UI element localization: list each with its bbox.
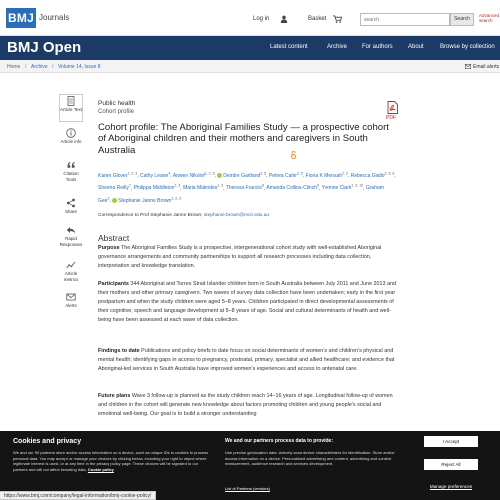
author-affiliation-sup: 2, 5	[260, 171, 267, 175]
breadcrumb-separator: /	[25, 63, 27, 70]
top-utility-bar	[0, 0, 500, 36]
abstract-purpose	[98, 244, 402, 271]
author-name-link[interactable]: Rebecca Giallo	[350, 172, 385, 179]
author-affiliation-sup: 2, 5, 6	[384, 171, 395, 175]
author	[226, 185, 264, 191]
document-icon	[66, 96, 76, 106]
abstract-findings	[98, 347, 402, 374]
author-name-link[interactable]: Sheena Reilly	[98, 185, 129, 192]
author	[266, 185, 319, 191]
nav-for-authors[interactable]: For authors	[362, 44, 393, 50]
metrics-icon	[66, 260, 76, 270]
rail-label: Citation Tools	[63, 171, 79, 182]
author-name-link[interactable]: Maria Makrides	[183, 185, 218, 192]
reply-icon	[66, 225, 76, 235]
quote-icon	[66, 160, 76, 170]
orcid-icon[interactable]	[112, 198, 117, 203]
abstract-label: Purpose	[98, 245, 120, 251]
manage-preferences-link[interactable]: Manage preferences	[429, 484, 473, 489]
open-access-icon	[291, 151, 296, 159]
author-name-link[interactable]: Karen Glover	[98, 172, 128, 179]
author-affiliation-sup: 9	[316, 183, 319, 188]
abstract-label: Future plans	[98, 393, 131, 399]
abstract-label: Findings to date	[98, 348, 140, 354]
author	[98, 173, 137, 179]
mail-icon[interactable]	[465, 64, 471, 69]
bmj-logo[interactable]: BMJ	[6, 8, 36, 28]
breadcrumb-separator: /	[52, 63, 54, 70]
author-name-link[interactable]: Cathy Leane	[139, 172, 169, 179]
author-name-link[interactable]: Yvonne Clark	[321, 185, 352, 192]
rail-share[interactable]	[60, 198, 82, 215]
author	[173, 173, 215, 179]
search-input[interactable]	[360, 13, 450, 26]
abstract-future-plans	[98, 392, 402, 419]
rail-article-text[interactable]	[60, 96, 82, 113]
pdf-icon[interactable]	[387, 101, 398, 114]
cookie-partners-link[interactable]: List of Partners (vendors)	[225, 486, 270, 491]
correspondence-email-link[interactable]: stephanie.brown@mcri.edu.au	[203, 213, 270, 218]
author-affiliation-sup: 1, 3, 10	[351, 183, 364, 188]
rail-alerts[interactable]	[60, 292, 82, 309]
author-name-link[interactable]: Deirdre Gartland	[223, 172, 261, 179]
login-link[interactable]: Log in	[253, 16, 270, 22]
author	[269, 173, 303, 179]
author-name-link[interactable]: Fiona K Mensah	[305, 172, 343, 179]
author	[112, 198, 181, 204]
author	[140, 173, 170, 179]
author-name-link[interactable]: Amanda Collins-Clinch	[266, 185, 317, 192]
author-affiliation-sup: 2	[107, 196, 110, 201]
article-section: Public health	[98, 100, 136, 107]
rail-rapid-responses[interactable]	[60, 225, 82, 247]
search-button[interactable]: Search	[450, 13, 474, 26]
author	[306, 173, 348, 179]
basket-link[interactable]: Basket	[308, 16, 327, 22]
author	[134, 185, 181, 191]
author-affiliation-sup: 2, 5	[296, 171, 303, 175]
nav-latest-content[interactable]: Latest content	[270, 44, 308, 50]
article-title: Cohort profile: The Aboriginal Families Study — a prospective cohort of Aboriginal children and their mothers and caregivers in South Australia	[98, 122, 389, 156]
author-name-link[interactable]: Petrea Cahir	[268, 172, 297, 179]
orcid-icon[interactable]	[217, 173, 222, 178]
journal-title[interactable]: BMJ Open	[7, 39, 82, 56]
journal-header	[0, 36, 500, 60]
author-affiliation-sup: 8	[261, 183, 264, 188]
nav-about[interactable]: About	[408, 44, 424, 50]
author-affiliation-sup: 1, 2, 3	[171, 196, 182, 201]
person-icon[interactable]	[280, 15, 288, 23]
abstract-text: The Aboriginal Families Study is a prospective, intergenerational cohort study with well-established Aboriginal governance arrangements and community partnerships to support all research processes including data collection, interpretation and knowledge translation.	[98, 245, 382, 269]
rail-article-info[interactable]	[60, 128, 82, 145]
abstract-participants	[98, 280, 402, 325]
email-alerts-link[interactable]: Email alerts	[473, 63, 500, 70]
breadcrumb-archive[interactable]: Archive	[31, 63, 48, 70]
correspondence	[98, 213, 269, 218]
rail-label: Share	[64, 209, 77, 214]
author	[322, 185, 363, 191]
rail-label: Alerts	[65, 303, 77, 308]
cookie-purpose-title: We and our partners process data to provide:	[225, 438, 333, 444]
breadcrumb	[0, 60, 500, 73]
author-name-link[interactable]: Philippa Middleton	[133, 185, 175, 192]
author	[98, 185, 131, 191]
rail-label: Article info	[60, 139, 82, 144]
rail-citation-tools[interactable]	[60, 160, 82, 182]
reject-cookies-button[interactable]: Reject All	[424, 459, 478, 470]
author-affiliation-sup: 1, 2, 5	[204, 171, 215, 175]
author	[351, 173, 395, 179]
author-name-link[interactable]: Anwen Nikolof	[172, 172, 205, 179]
author-affiliation-sup: 1, 2, 3	[127, 171, 138, 175]
abstract-text: Publications and policy briefs to date focus on social determinants of women’s and children’s physical and mental health; identifying gaps in access to pregnancy, postnatal, primary, specialist and allied healthcare; and evidence that Aboriginal-led services in South Australia have improved women’s experiences and access to antenatal care.	[98, 348, 395, 372]
nav-archive[interactable]: Archive	[327, 44, 348, 50]
cart-icon[interactable]	[333, 15, 342, 23]
cookie-purpose-text: Use precise geolocation data. Actively scan device characteristics for identification. Store and/or access information on a device. Personalised advertising and content, advertising and content measurement, audience research and services development.	[225, 450, 395, 467]
article-type: Cohort profile	[98, 109, 135, 115]
author	[217, 173, 266, 179]
journals-label[interactable]: Journals	[39, 13, 70, 22]
author-name-link[interactable]: Theresa Francis	[225, 185, 262, 192]
abstract-text: 344 Aboriginal and Torres Strait Islander children born in South Australia between July 2011 and June 2013 and their mothers and other primary caregivers. Two waves of survey data collection have been undertaken; early in the first year postpartum and when the study children were aged 5–8 years. Children participated in direct developmental assessments of their cognitive, speech and language development at 5–8 years of age. Social and cultural determinants of health and well-being have been assessed at each wave of data collection.	[98, 281, 396, 323]
advanced-search-link[interactable]: Advanced search	[479, 13, 500, 23]
author-affiliation-sup: 1, 3	[217, 183, 224, 188]
author-affiliation-sup: 7	[128, 183, 131, 188]
pdf-download-link[interactable]: PDF	[386, 115, 396, 121]
abstract-label: Participants	[98, 281, 129, 287]
author-name-link[interactable]: Stephanie Janne Brown	[118, 197, 172, 204]
breadcrumb-home[interactable]: Home	[7, 63, 21, 70]
cookie-text	[13, 450, 213, 472]
rail-label: Rapid Responses	[59, 236, 83, 247]
info-icon	[66, 128, 76, 138]
breadcrumb-issue[interactable]: Volume 14, Issue 8	[58, 63, 101, 70]
cookie-body: We and our 90 partners store and/or access information on a device, such as unique IDs in cookies to process personal data. You may accept or manage your choices by clicking below, including your right to object where legitimate interest is used, or at any time in the privacy policy page. These choices will be signaled to our partners and will not affect browsing data.	[13, 450, 209, 472]
cookie-title: Cookies and privacy	[13, 438, 82, 445]
rail-article-metrics[interactable]	[60, 260, 82, 282]
rail-label: Article metrics	[63, 271, 79, 282]
browser-status-url: https://www.bmj.com/company/legal-information/bmj-cookie-policy/	[0, 491, 156, 500]
author-affiliation-sup: 1, 3	[174, 183, 181, 188]
author-name-link[interactable]: Graham Gee	[98, 185, 384, 204]
accept-cookies-button[interactable]: I Accept	[424, 436, 478, 447]
nav-browse-by-collection[interactable]: Browse by collection	[440, 44, 495, 50]
rail-label: Article Text	[60, 107, 82, 112]
correspondence-text: Correspondence to Prof Stephanie Janne Brown;	[98, 213, 203, 218]
mail-icon	[66, 292, 76, 302]
author-affiliation-sup: 4	[168, 171, 171, 175]
cookie-policy-link[interactable]: Cookie policy	[87, 466, 114, 472]
abstract-heading: Abstract	[98, 233, 130, 243]
share-icon	[66, 198, 76, 208]
author-list: Karen Glover$^{1, 2, 3}$, Cathy Leane$^4$, Anwen Nikolof$^{1, 2, 5}$, Deirdre Gartland$^{2, 5}$, Petrea Cahir$^{2, 5}$, Fiona K Mensah$^{2, 3}$, Rebecca Giallo$^{2, 5, 6}$, Sheena Reilly$^7$, Philippa Middleton$^{1, 3}$, Maria Makrides$^{1, 3}$, Theresa Francis$^8$, Amanda Collins-Clinch$^9$, Yvonne Clark$^{1, 3, 10}$, Graham Gee$^2$, Stephanie Janne Brown$^{1, 2, 3}$	[98, 171, 396, 204]
author-affiliation-sup: 2, 3	[342, 171, 348, 175]
abstract-text: Wave 3 follow-up is planned as the study children reach 14–16 years of age. Longitudinal follow-up of women and children in the cohort will generate new knowledge about factors promoting children and young people’s social and emotional well-being. Our goal is to build a stronger understanding	[98, 393, 393, 417]
author	[183, 185, 223, 191]
